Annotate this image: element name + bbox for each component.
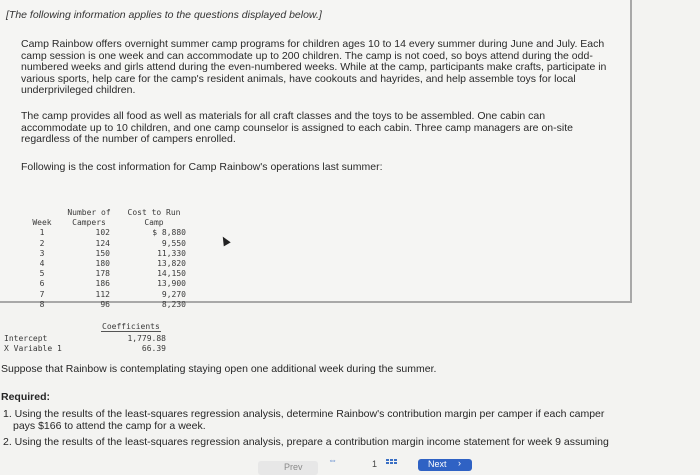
question-1-line-2: pays $166 to attend the camp for a week. — [13, 419, 206, 432]
cost-cell: 11,330 — [157, 248, 186, 258]
chevron-right-icon: › — [458, 458, 461, 468]
week-cell: 1 — [39, 228, 45, 238]
cost-table — [22, 190, 192, 328]
table-row — [22, 290, 192, 300]
campers-cell: 150 — [95, 248, 110, 258]
question-2: 2. Using the results of the least-squares regression analysis, prepare a contribution margin income statement for week 9 assuming — [3, 437, 609, 448]
suppose-text: Suppose that Rainbow is contemplating staying open one additional week during the summer. — [1, 363, 437, 375]
week-cell: 2 — [39, 238, 45, 248]
info-header: [The following information applies to the questions displayed below.] — [6, 9, 322, 21]
regression-output — [4, 322, 166, 358]
x-variable-label: X Variable 1 — [4, 344, 62, 353]
table-row — [22, 239, 192, 249]
cost-cell: 9,270 — [161, 289, 186, 299]
grid-icon[interactable] — [386, 459, 400, 467]
table-row — [22, 300, 192, 310]
info-paragraph-costs: The camp provides all food as well as materials for all craft classes and the toys to be assembled. One cabin can accommodate up to 10 children, and one camp counselor is assigned to each cabin. Three camp managers are on-site regardless of the number of campers enrolled. — [21, 110, 573, 145]
table-row — [22, 228, 192, 238]
table-row — [22, 259, 192, 269]
cost-header-top: Cost to Run — [127, 208, 181, 217]
prev-label: Prev — [284, 462, 303, 472]
cost-cell: 13,820 — [157, 259, 186, 269]
x-variable-value: 66.39 — [141, 344, 166, 353]
next-button[interactable] — [418, 459, 472, 471]
mouse-cursor-icon — [219, 235, 230, 247]
info-paragraph-intro: Following is the cost information for Camp Rainbow's operations last summer: — [21, 161, 383, 173]
campers-cell: 180 — [95, 259, 110, 269]
cost-cell: 13,900 — [157, 279, 186, 289]
week-cell: 4 — [39, 259, 45, 269]
cost-cell: 9,550 — [161, 238, 186, 248]
campers-header-bottom: Campers — [72, 218, 106, 228]
campers-cell: 186 — [95, 279, 110, 289]
campers-header-top: Number of — [67, 208, 111, 217]
week-cell: 7 — [39, 289, 45, 299]
cost-header-bottom: Camp — [144, 218, 164, 228]
info-paragraph-camp: Camp Rainbow offers overnight summer camp programs for children ages 10 to 14 every summer during June and July. Each camp session is one week and can accommodate up to 200 children. The camp is not coed, so boys attend during the odd-numbered weeks and girls attend during the even-numbered weeks. While at the camp, participants make crafts, participate in various sports, help care for the camp's resident animals, have cookouts and hayrides, and help assemble toys for local underprivileged children. — [21, 38, 607, 96]
link-icon[interactable]: ⇔ — [328, 455, 337, 465]
campers-cell: 96 — [100, 299, 110, 309]
table-row — [22, 269, 192, 279]
cost-cell: 8,230 — [161, 299, 186, 309]
week-cell: 3 — [39, 248, 45, 258]
cost-cell: 14,150 — [157, 269, 186, 279]
page-number[interactable]: 1 — [372, 459, 378, 469]
prev-button[interactable] — [258, 461, 318, 475]
question-1 — [3, 409, 643, 432]
campers-cell: 124 — [95, 238, 110, 248]
bottom-nav-bar — [0, 455, 700, 472]
campers-cell: 102 — [95, 228, 110, 238]
campers-cell: 178 — [95, 269, 110, 279]
table-row — [22, 249, 192, 259]
intercept-label: Intercept — [4, 334, 48, 343]
question-1-line-1: 1. Using the results of the least-squares regression analysis, determine Rainbow's contribution margin per camper if each camper — [3, 408, 605, 420]
week-cell: 8 — [39, 299, 45, 309]
coefficients-header: Coefficients — [102, 322, 160, 331]
next-label: Next — [428, 459, 447, 469]
week-header: Week — [32, 218, 52, 228]
campers-cell: 112 — [95, 289, 110, 299]
required-heading: Required: — [1, 391, 51, 403]
week-cell: 6 — [39, 279, 45, 289]
week-cell: 5 — [39, 269, 45, 279]
intercept-value: 1,779.88 — [127, 334, 166, 343]
cost-cell: $ 8,880 — [152, 228, 186, 238]
table-row — [22, 279, 192, 289]
